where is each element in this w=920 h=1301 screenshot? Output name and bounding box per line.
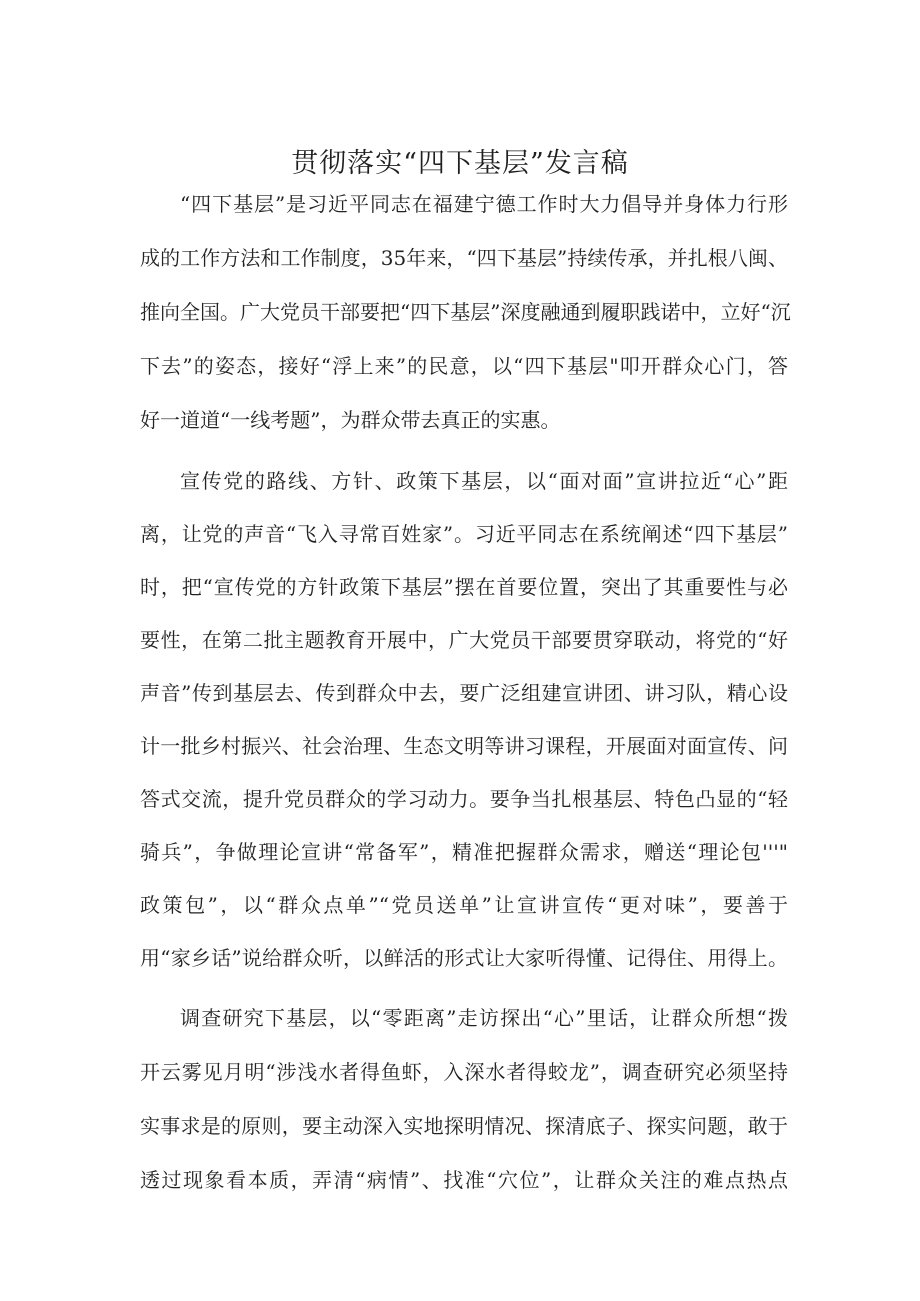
paragraph-line: 用“家乡话”说给群众听，以鲜活的形式让大家听得懂、记得住、用得上。	[140, 946, 788, 970]
paragraph-line: 政策包”，以“群众点单”“党员送单”让宣讲宣传“更对味”，要善于	[140, 893, 788, 917]
paragraph-line: 骑兵”，争做理论宣讲“常备军”，精准把握群众需求，赠送“理论包'''"	[140, 840, 788, 864]
paragraph-line: 答式交流，提升党员群众的学习动力。要争当扎根基层、特色凸显的“轻	[140, 787, 788, 811]
paragraph-line: 开云雾见月明“涉浅水者得鱼虾，入深水者得蛟龙”，调查研究必须坚持	[140, 1060, 788, 1084]
paragraph-line: 实事求是的原则，要主动深入实地探明情况、探清底子、探实问题，敢于	[140, 1114, 788, 1138]
paragraph-line: “四下基层”是习近平同志在福建宁德工作时大力倡导并身体力行形	[180, 192, 788, 216]
paragraph-line: 离，让党的声音“飞入寻常百姓家”。习近平同志在系统阐述“四下基层”	[140, 522, 788, 546]
paragraph-line: 时，把“宣传党的方针政策下基层”摆在首要位置，突出了其重要性与必	[140, 575, 788, 599]
paragraph-line: 调查研究下基层，以“零距离”走访探出“心”里话，让群众所想“拨	[180, 1006, 788, 1030]
paragraph-line: 成的工作方法和工作制度，35年来，“四下基层”持续传承，并扎根八闽、	[140, 246, 788, 270]
paragraph-line: 声音”传到基层去、传到群众中去，要广泛组建宣讲团、讲习队，精心设	[140, 681, 788, 705]
document-title: 贯彻落实“四下基层”发言稿	[291, 148, 629, 179]
paragraph-line: 要性，在第二批主题教育开展中，广大党员干部要贯穿联动，将党的“好	[140, 628, 788, 652]
paragraph-line: 好一道道“一线考题”，为群众带去真正的实惠。	[140, 408, 561, 432]
paragraph-line: 宣传党的路线、方针、政策下基层，以“面对面”宣讲拉近“心”距	[180, 469, 788, 493]
paragraph-line: 下去”的姿态，接好“浮上来”的民意，以“四下基层"叩开群众心门，答	[140, 354, 788, 378]
paragraph-line: 推向全国。广大党员干部要把“四下基层”深度融通到履职践诺中，立好“沉	[140, 300, 791, 324]
paragraph-line: 计一批乡村振兴、社会治理、生态文明等讲习课程，开展面对面宣传、问	[140, 734, 788, 758]
paragraph-line: 透过现象看本质，弄清“病情”、找准“穴位”，让群众关注的难点热点	[140, 1168, 788, 1192]
